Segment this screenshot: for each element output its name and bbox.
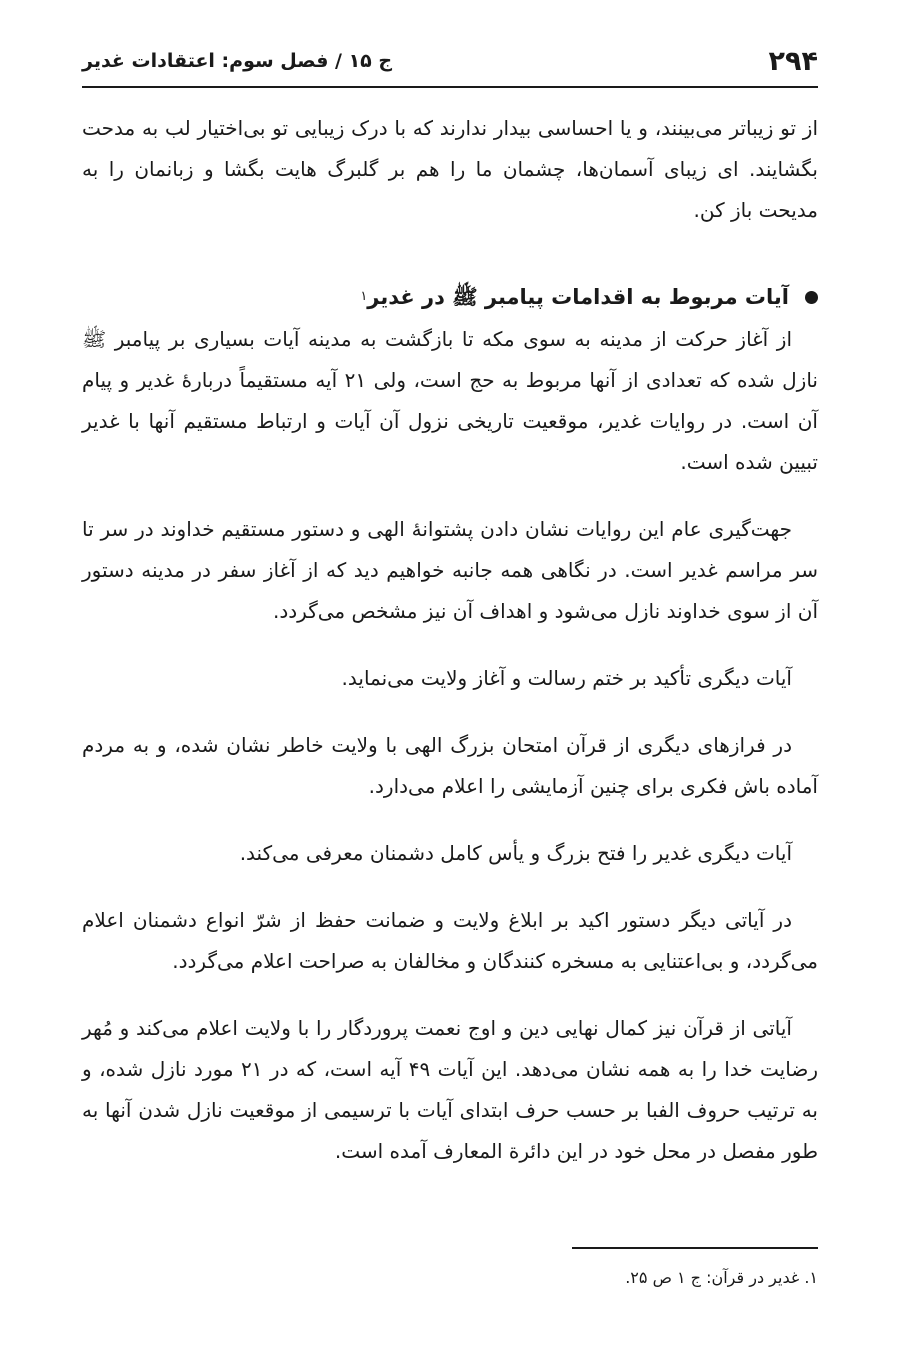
paragraph-great-victory: آیات دیگری غدیر را فتح بزرگ و یأس کامل دشمنان معرفی می‌کند.	[239, 841, 792, 865]
header-divider	[82, 86, 818, 88]
paragraph-command-to-convey: در آیاتی دیگر دستور اکید بر ابلاغ ولایت و ضمانت حفظ از شرّ انواع دشمنان اعلام می‌گردد، و بی‌اعتنایی به مسخره کنندگان و مخالفان به صراحت اعلام می‌گردد.	[82, 908, 818, 973]
bullet-icon	[805, 291, 818, 304]
running-head	[82, 38, 818, 84]
paragraph-intro-continuation: از تو زیباتر می‌بینند، و یا احساسی بیدار ندارند که با درک زیبایی تو بی‌اختیار لب به مدحت بگشایند. ای زیبای آسمان‌ها، چشمان ما را هم بر گلبرگ هایت بگشا و زبانمان را به مدیحت باز کن.	[82, 116, 818, 222]
page-number: ۲۹۴	[768, 45, 818, 77]
section-heading	[82, 277, 818, 317]
body-text	[82, 108, 818, 1198]
footnote: ۱. غدیر در قرآن: ج ۱ ص ۲۵.	[625, 1268, 818, 1287]
section-heading-text: آیات مربوط به اقدامات پیامبر ﷺ در غدیر	[367, 285, 789, 309]
footnote-divider	[572, 1247, 818, 1249]
paragraph-divine-test: در فرازهای دیگری از قرآن امتحان بزرگ الهی با ولایت خاطر نشان شده، و به مردم آماده باش فکری برای چنین آزمایشی را اعلام می‌دارد.	[82, 733, 818, 798]
paragraph-end-of-prophethood: آیات دیگری تأکید بر ختم رسالت و آغاز ولایت می‌نماید.	[341, 666, 792, 690]
footnote-reference[interactable]: ۱	[360, 289, 368, 304]
paragraph-perfection-of-religion: آیاتی از قرآن نیز کمال نهایی دین و اوج نعمت پروردگار را با ولایت اعلام می‌کند و مُهر رضایت خدا را به همه نشان می‌دهد. این آیات ۴۹ آیه است، که در ۲۱ مورد نازل شده، و به ترتیب حروف الفبا بر حسب حرف ابتدای آیات با ترسیمی از موقعیت نازل شدن آنها به طور مفصل در محل خود در این دائرة المعارف آمده است.	[82, 1016, 818, 1163]
running-title: ج ۱۵ / فصل سوم: اعتقادات غدیر	[82, 50, 393, 72]
paragraph-verses-overview: از آغاز حرکت از مدینه به سوی مکه تا بازگشت به مدینه آیات بسیاری بر پیامبر ﷺ نازل شده که تعدادی از آنها مربوط به حج است، ولی ۲۱ آیه مستقیماً دربارهٔ غدیر و پیام آن است. در روایات غدیر، موقعیت تاریخی نزول آن آیات و ارتباط مستقیم آنها با غدیر تبیین شده است.	[82, 327, 818, 474]
paragraph-general-direction: جهت‌گیری عام این روایات نشان دادن پشتوانهٔ الهی و دستور مستقیم خداوند در سر تا سر مراسم غدیر است. در نگاهی همه جانبه خواهیم دید که از آغاز سفر در مدینه دستور آن از سوی خداوند نازل می‌شود و اهداف آن نیز مشخص می‌گردد.	[82, 517, 818, 623]
